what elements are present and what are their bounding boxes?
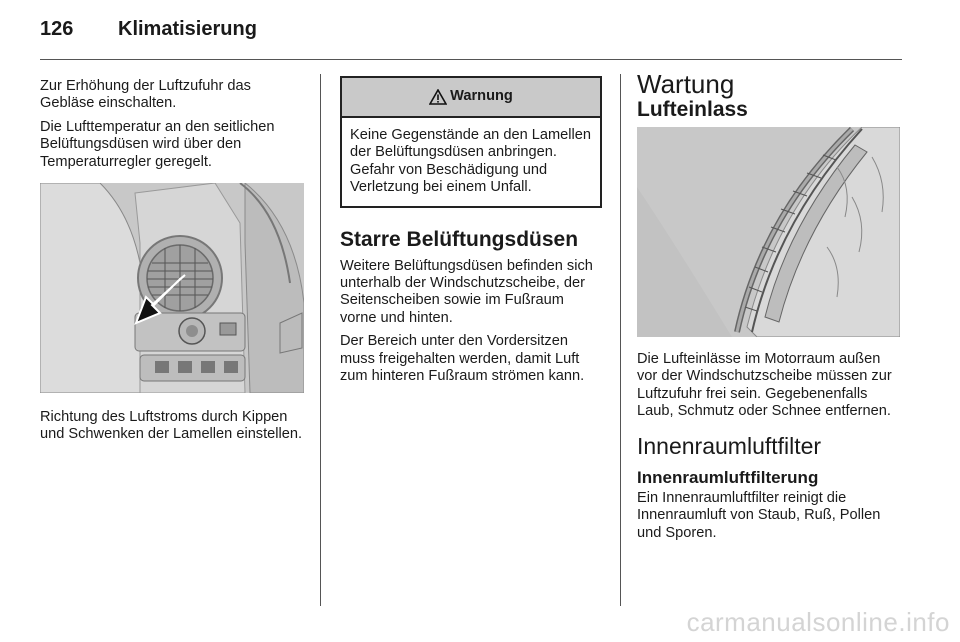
section-title: Starre Belüftungsdüsen <box>340 227 579 251</box>
paragraph: Die Lufttemperatur an den seitlichen Belüftungsdüsen wird über den Temperaturregler geregelt. <box>40 118 275 170</box>
warning-triangle-icon <box>429 89 447 105</box>
section-title: Lufteinlass <box>637 98 748 122</box>
chapter-title: Klimatisierung <box>118 18 257 40</box>
warning-label: Warnung <box>450 88 513 105</box>
chapter-section-title: Wartung <box>637 69 735 99</box>
column-divider-2 <box>620 74 621 606</box>
page-header <box>40 18 902 48</box>
watermark: carmanualsonline.info <box>686 607 950 637</box>
paragraph: Weitere Belüftungsdüsen befinden sich unterhalb der Windschutzscheibe, der Seitenscheiben sowie im Fußraum vorne und hinten. <box>340 257 593 326</box>
paragraph: Der Bereich unter den Vordersitzen muss freigehalten werden, damit Luft zum hinteren Fußraum strömen kann. <box>340 333 585 385</box>
air-vent-drawing <box>40 183 304 393</box>
air-vent-illustration <box>40 183 304 393</box>
warning-text: Keine Gegenstände an den Lamellen der Belüftungsdüsen anbringen. Gefahr von Beschädigung und Verletzung bei einem Unfall. <box>350 127 591 196</box>
paragraph: Die Lufteinlässe im Motorraum außen vor der Windschutzscheibe müssen zur Luftzufuhr frei sein. Gegebenenfalls Laub, Schmutz oder Schnee entfernen. <box>637 350 892 420</box>
column-divider-1 <box>320 74 321 606</box>
paragraph: Richtung des Luftstroms durch Kippen und Schwenken der Lamellen einstellen. <box>40 409 303 443</box>
air-inlet-illustration <box>637 127 900 337</box>
page-number: 126 <box>40 18 74 40</box>
section-title: Innenraumluftfilter <box>637 433 822 460</box>
warning-header <box>342 78 600 118</box>
air-inlet-drawing <box>637 127 900 337</box>
paragraph: Zur Erhöhung der Luftzufuhr das Gebläse einschalten. <box>40 78 251 112</box>
header-rule <box>40 59 902 60</box>
warning-box <box>340 76 602 208</box>
column-middle <box>340 76 602 391</box>
column-left <box>40 78 304 450</box>
paragraph: Ein Innenraumluftfilter reinigt die Innenraumluft von Staub, Ruß, Pollen und Sporen. <box>637 489 881 541</box>
column-right <box>637 69 902 548</box>
subsection-title: Innenraumluftfilterung <box>637 467 819 487</box>
